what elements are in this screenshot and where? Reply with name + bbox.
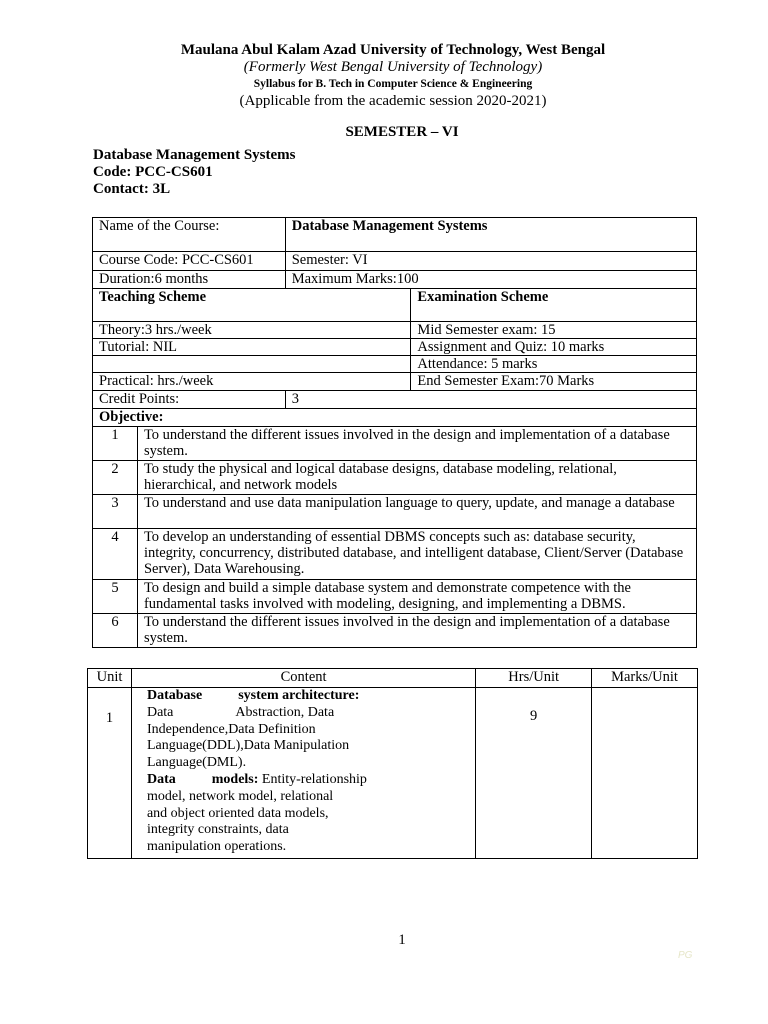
marks-value: [592, 688, 698, 859]
content-line: integrity constraints, data: [146, 822, 289, 838]
unit-table-header: [88, 669, 698, 688]
objective-text: To understand the different issues involved in the design and implementation of a database system.: [137, 614, 696, 648]
credit-value: 3: [285, 391, 696, 409]
attendance-cell: Attendance: 5 marks: [411, 356, 697, 373]
objective-number: 4: [93, 529, 138, 580]
semester-title: SEMESTER – VI: [345, 124, 459, 140]
objective-text: To design and build a simple database system and demonstrate competence with the fundamental tasks involved with modeling, designing, and implementing a DBMS.: [137, 580, 696, 614]
unit-number: 1: [88, 688, 132, 859]
course-contact: Contact: 3L: [93, 181, 171, 197]
content-line: [147, 772, 469, 789]
document-header: [0, 42, 768, 110]
table-row: [93, 289, 697, 322]
content-line: [147, 688, 469, 705]
content-text: Entity-relationship: [258, 771, 367, 787]
table-row: [93, 271, 697, 289]
syllabus-title: Syllabus for B. Tech in Computer Science & Engineering: [253, 78, 533, 90]
content-heading: system architecture:: [238, 688, 360, 703]
content-line: model, network model, relational: [146, 788, 334, 804]
university-name: Maulana Abul Kalam Azad University of Technology, West Bengal: [180, 42, 606, 58]
end-sem-cell: End Semester Exam:70 Marks: [411, 373, 697, 391]
content-line: and object oriented data models,: [146, 805, 329, 821]
table-row: [93, 373, 697, 391]
practical-cell: Practical: hrs./week: [93, 373, 411, 391]
course-name: Database Management Systems: [93, 147, 296, 163]
objective-text: To study the physical and logical database designs, database modeling, relational, hierarchical, and network models: [137, 461, 696, 495]
table-row: [93, 218, 697, 252]
content-line: Independence,Data Definition: [146, 721, 316, 737]
content-heading: Data: [146, 771, 176, 787]
table-row: [93, 356, 697, 373]
content-heading: models:: [211, 771, 259, 787]
marks-header: Marks/Unit: [592, 669, 698, 688]
table-row: [93, 252, 697, 271]
unit-header: Unit: [88, 669, 132, 688]
content-line: Language(DDL),Data Manipulation: [146, 738, 350, 754]
objective-row: [93, 427, 697, 461]
objective-text: To develop an understanding of essential DBMS concepts such as: database security, integrity, concurrency, distributed database, and intelligent database, Client/Server (Database Server), Data Warehousing.: [137, 529, 696, 580]
objective-row: [93, 495, 697, 529]
unit-content: [131, 688, 475, 859]
course-details-table: [92, 217, 697, 648]
course-code-cell: Course Code: PCC-CS601: [93, 252, 286, 271]
tutorial-cell: Tutorial: NIL: [93, 339, 411, 356]
hrs-value: 9: [476, 688, 592, 859]
objective-text: To understand the different issues involved in the design and implementation of a database system.: [137, 427, 696, 461]
semester-cell: Semester: VI: [285, 252, 696, 271]
watermark: PG: [678, 950, 693, 961]
max-marks-cell: Maximum Marks:100: [285, 271, 696, 289]
content-line: Language(DML).: [146, 755, 247, 771]
table-row: [88, 688, 698, 859]
objective-number: 1: [93, 427, 138, 461]
table-row: [93, 391, 697, 409]
course-info: [93, 147, 295, 198]
duration-cell: Duration:6 months: [93, 271, 286, 289]
teaching-scheme-heading: Teaching Scheme: [93, 289, 411, 322]
mid-sem-cell: Mid Semester exam: 15: [411, 322, 697, 339]
objective-text: To understand and use data manipulation language to query, update, and manage a database: [137, 495, 696, 529]
content-text: Abstraction, Data: [235, 704, 335, 720]
hrs-header: Hrs/Unit: [476, 669, 592, 688]
theory-cell: Theory:3 hrs./week: [93, 322, 411, 339]
objective-row: [93, 461, 697, 495]
table-row: [93, 339, 697, 356]
former-name: (Formerly West Bengal University of Technology): [243, 59, 543, 75]
assignment-cell: Assignment and Quiz: 10 marks: [411, 339, 697, 356]
objective-number: 5: [93, 580, 138, 614]
objective-row: [93, 580, 697, 614]
page-number: 1: [398, 932, 406, 948]
course-code: Code: PCC-CS601: [93, 164, 213, 180]
objective-number: 6: [93, 614, 138, 648]
content-text: Data: [146, 704, 174, 720]
credit-label: Credit Points:: [93, 391, 286, 409]
content-heading: Database: [146, 688, 203, 703]
unit-table: [87, 668, 698, 859]
content-header: Content: [131, 669, 475, 688]
applicable-session: (Applicable from the academic session 2020-2021): [239, 93, 547, 109]
content-line: [147, 705, 469, 722]
course-name-value: Database Management Systems: [285, 218, 696, 252]
table-row: [93, 409, 697, 427]
objective-number: 3: [93, 495, 138, 529]
objective-number: 2: [93, 461, 138, 495]
objective-row: [93, 614, 697, 648]
empty-cell: [93, 356, 411, 373]
course-name-label: Name of the Course:: [93, 218, 286, 252]
objective-row: [93, 529, 697, 580]
objective-heading: Objective:: [93, 409, 697, 427]
content-line: manipulation operations.: [146, 839, 287, 855]
examination-scheme-heading: Examination Scheme: [411, 289, 697, 322]
table-row: [93, 322, 697, 339]
